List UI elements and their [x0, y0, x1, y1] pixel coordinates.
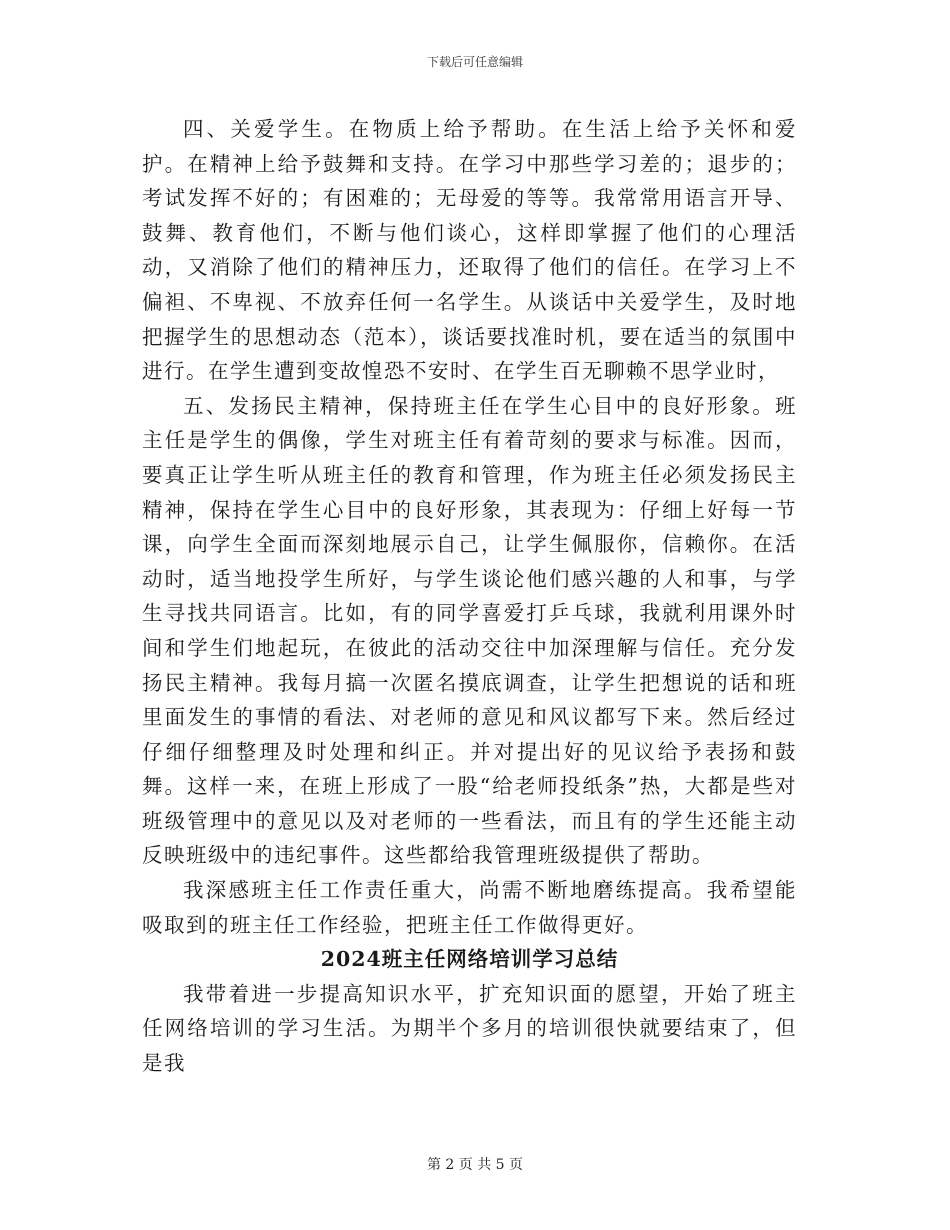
paragraph-democratic-spirit: 五、发扬民主精神，保持班主任在学生心目中的良好形象。班主任是学生的偶像，学生对班主任有着苛刻的要求与标准。因而，要真正让学生听从班主任的教育和管理，作为班主任必须发扬民主精神，保持在学生心目中的良好形象，其表现为：仔细上好每一节课，向学生全面而深刻地展示自己，让学生佩服你，信赖你。在活动时，适当地投学生所好，与学生谈论他们感兴趣的人和事，与学生寻找共同语言。比如，有的同学喜爱打乒乓球，我就利用课外时间和学生们地起玩，在彼此的活动交往中加深理解与信任。充分发扬民主精神。我每月搞一次匿名摸底调查，让学生把想说的话和班里面发生的事情的看法、对老师的意见和风议都写下来。然后经过仔细仔细整理及时处理和纠正。并对提出好的见议给予表扬和鼓舞。这样一来，在班上形成了一股“给老师投纸条”热，大都是些对班级管理中的意见以及对老师的一些看法，而且有的学生还能主动反映班级中的违纪事件。这些都给我管理班级提供了帮助。: [142, 393, 797, 868]
paragraph-care-for-students: 四、关爱学生。在物质上给予帮助。在生活上给予关怀和爱护。在精神上给予鼓舞和支持。在学习中那些学习差的；退步的；考试发挥不好的；有困难的；无母爱的等等。我常常用语言开导、鼓舞、教育他们，不断与他们谈心，这样即掌握了他们的心理活动，又消除了他们的精神压力，还取得了他们的信任。在学习上不偏袒、不卑视、不放弃任何一名学生。从谈话中关爱学生，及时地把握学生的思想动态（范本），谈话要找准时机，要在适当的氛围中进行。在学生遭到变故惶恐不安时、在学生百无聊赖不思学业时，: [142, 117, 797, 384]
section-title: 2024班主任网络培训学习总结: [320, 947, 619, 972]
document-body: [142, 112, 797, 1081]
paragraph-training-intro: 我带着进一步提高知识水平，扩充知识面的愿望，开始了班主任网络培训的学习生活。为期半个多月的培训很快就要结束了，但是我: [142, 981, 797, 1076]
paragraph-conclusion: 我深感班主任工作责任重大，尚需不断地磨练提高。我希望能吸取到的班主任工作经验，把班主任工作做得更好。: [142, 878, 797, 937]
page-number: 第 2 页 共 5 页: [426, 1157, 524, 1173]
page-header-note: 下载后可任意编辑: [426, 55, 523, 69]
